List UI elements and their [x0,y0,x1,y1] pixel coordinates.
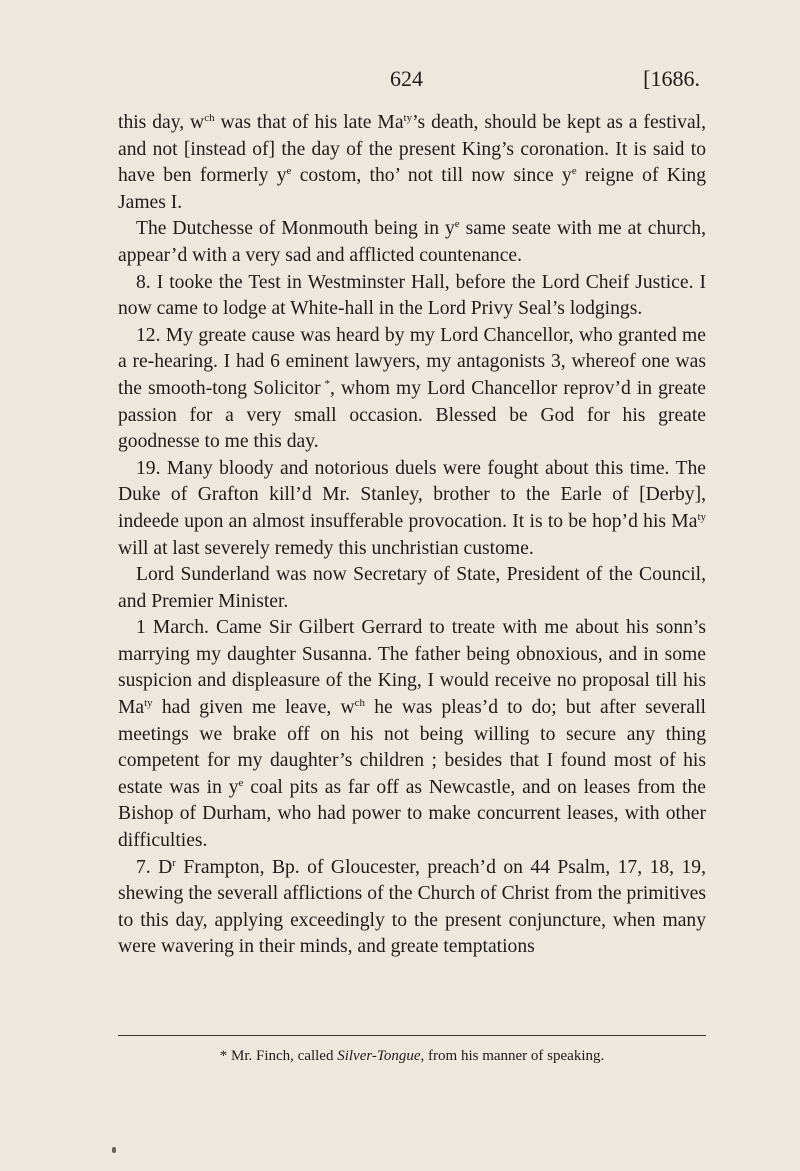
footnote: * Mr. Finch, called Silver-Tongue, from his manner of speaking. [219,1048,605,1064]
paragraph-sunderland: Lord Sunderland was now Secretary of State, President of the Council, and Premier Minister. [118,564,706,612]
footnote-nickname: Silver-Tongue, [337,1048,425,1064]
entry-19: 19. Many bloody and notorious duels were fought about this time. The Duke of Grafton kill’d Mr. Stanley, brother to the Earle of [Derby], indeede upon an almost insufferable provocation. It is to be hop’d his $Ma^{ty}$ will at last severely remedy this unchristian custome. [118,457,706,559]
running-header [0,66,800,96]
paragraph-continuation: this day, $w^{ch}$ was that of his late $Ma^{ty}’s$ death, should be kept as a festival, and not [instead of] the day of the present King’s coronation. It is said to have ben formerly $y^e$ costom, tho’ not till now since $y^e$ reigne of King James I. [118,112,706,213]
paragraph-monmouth: The Dutchesse of Monmouth being in $y^e$ same seate with me at church, appear’d with a very sad and afflicted countenance. [118,218,706,266]
ink-speck [112,1147,116,1153]
page-number: 624 [390,66,423,91]
header-year: [1686. [643,66,700,91]
entry-7: 7. $D^r$ Frampton, Bp. of Gloucester, preach’d on 44 Psalm, 17, 18, 19, shewing the severall afflictions of the Church of Christ from the primitives to this day, applying exceedingly to the present conjuncture, when many were wavering in their minds, and greate temptations [118,856,706,958]
footnote-reference[interactable]: * [320,377,331,390]
entry-8: 8. I tooke the Test in Westminster Hall, before the Lord Cheif Justice. I now came to lodge at White-hall in the Lord Privy Seal’s lodgings. [118,271,706,320]
body-text [118,110,706,961]
entry-12: 12. My greate cause was heard by my Lord Chancellor, who granted me a re-hearing. I had 6 eminent lawyers, my antagonists 3, whereof one was the smooth-tong Solicitor *, whom my Lord Chancellor reprov’d in greate passion for a very small occasion. Blessed be God for his greate goodnesse to me this day. [118,324,706,453]
footnote-divider [118,1035,706,1036]
footnote-mark: * [219,1048,228,1064]
entry-1-march: 1 March. Came Sir Gilbert Gerrard to treate with me about his sonn’s marrying my daughter Susanna. The father being obnoxious, and in some suspicion and displeasure of the King, I would receive no proposal till his $Ma^{ty}$ had given me leave, $w^{ch}$ he was pleas’d to do; but after severall meetings we brake off on his not being willing to secure any thing competent for my daughter’s children ; besides that I found most of his estate was in $y^e$ coal pits as far off as Newcastle, and on leases from the Bishop of Durham, who had power to make concurrent leases, with other difficulties. [118,617,706,852]
